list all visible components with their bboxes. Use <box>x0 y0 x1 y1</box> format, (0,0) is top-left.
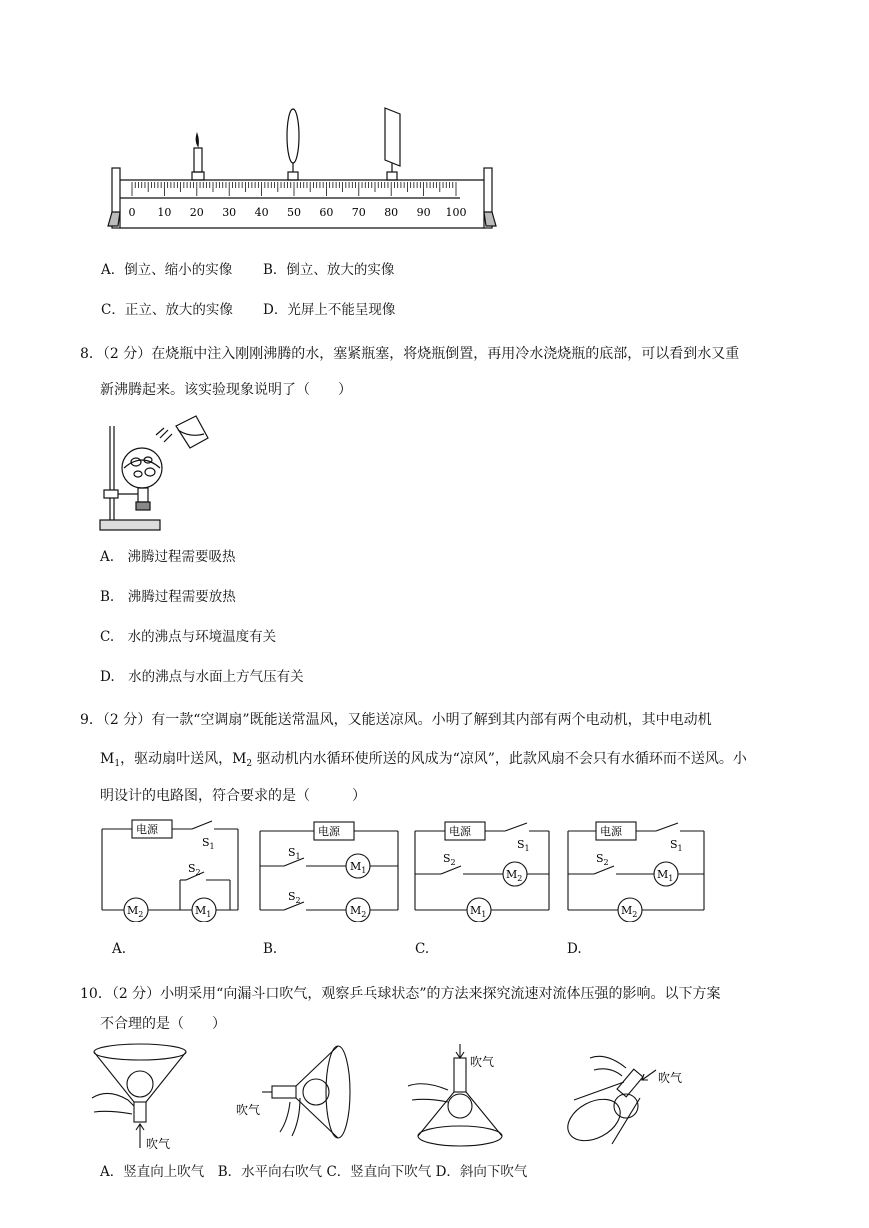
svg-text:S2: $S_2$ <box>288 890 301 905</box>
svg-text:M1: $M_1$ <box>350 860 367 875</box>
convex-lens <box>287 109 299 180</box>
candle <box>192 134 204 180</box>
boiling-flask-figure <box>98 408 218 536</box>
svg-text:M1: $M_1$ <box>195 904 212 919</box>
funnel-figure-a <box>88 1040 198 1155</box>
circuit-a[interactable] <box>100 818 248 922</box>
ruler-labels <box>129 206 467 219</box>
q8-stem-line1: 8．（2 分）在烧瓶中注入刚刚沸腾的水，塞紧瓶塞，将烧瓶倒置，再用冷水浇烧瓶的底部，可以看到水又重 <box>80 346 740 362</box>
svg-text:M1: $M_1$ <box>657 868 674 883</box>
ruler-label: 70 <box>351 206 366 219</box>
ruler-label: 80 <box>384 206 399 219</box>
svg-text:S1: $S_1$ <box>202 836 215 851</box>
svg-text:M2: $M_2$ <box>506 868 523 883</box>
optical-bench-figure <box>100 100 510 240</box>
q9-stem-line2: $M_1$，驱动扇叶送风，$M_2$ 驱动机内水循环使所送的风成为“凉风”，此款风扇不会只有水循环而不送风。小 <box>100 751 747 769</box>
ruler-label: 100 <box>445 206 467 219</box>
svg-text:吹气: 吹气 <box>470 1055 495 1069</box>
q9-option-d[interactable]: D. <box>567 941 582 957</box>
q8-option-d[interactable]: D. 水的沸点与水面上方气压有关 <box>100 669 304 685</box>
circuit-c[interactable] <box>413 818 561 922</box>
circuit-d[interactable] <box>566 818 714 922</box>
q8-option-c[interactable]: C. 水的沸点与环境温度有关 <box>100 629 277 645</box>
ruler-label: 20 <box>189 206 204 219</box>
q7-option-b[interactable]: B．倒立、放大的实像 <box>263 262 395 278</box>
svg-text:S1: $S_1$ <box>288 846 301 861</box>
ruler-label: 40 <box>254 206 269 219</box>
ruler-label: 60 <box>319 206 334 219</box>
q7-option-a[interactable]: A．倒立、缩小的实像 <box>101 262 233 278</box>
ruler-label: 50 <box>287 206 301 219</box>
svg-text:M1: $M_1$ <box>470 904 487 919</box>
q9-stem-line3: 明设计的电路图，符合要求的是（ ） <box>100 788 366 804</box>
q9-option-a[interactable]: A. <box>112 941 127 957</box>
ruler-label: 10 <box>157 206 172 219</box>
svg-text:电源: 电源 <box>600 825 622 838</box>
q9-option-b[interactable]: B. <box>263 941 278 957</box>
svg-text:S1: $S_1$ <box>517 838 530 853</box>
svg-text:S2: $S_2$ <box>596 852 609 867</box>
bench-rail <box>108 168 496 228</box>
funnel-figure-d <box>560 1040 700 1155</box>
blow-label: 吹气 <box>146 1137 171 1151</box>
svg-text:M2: $M_2$ <box>350 904 367 919</box>
ruler-scale <box>132 182 456 196</box>
svg-text:M2: $M_2$ <box>621 904 638 919</box>
ruler-label: 90 <box>416 206 431 219</box>
funnel-figure-b <box>230 1040 360 1155</box>
ruler-label: 0 <box>128 206 136 219</box>
svg-text:吹气: 吹气 <box>236 1103 261 1117</box>
svg-text:吹气: 吹气 <box>658 1071 683 1085</box>
ruler-label: 30 <box>222 206 237 219</box>
q9-stem-line1: 9．（2 分）有一款“空调扇”既能送常温风，又能送凉风。小明了解到其内部有两个电动机，其中电动机 <box>80 712 712 728</box>
q8-option-b[interactable]: B. 沸腾过程需要放热 <box>100 589 236 605</box>
circuit-b[interactable] <box>258 818 406 922</box>
funnel-figure-c <box>404 1040 534 1155</box>
q10-options[interactable]: A．竖直向上吹气 B．水平向右吹气 C．竖直向下吹气 D．斜向下吹气 <box>100 1164 528 1180</box>
svg-text:S2: $S_2$ <box>443 852 456 867</box>
svg-text:电源: 电源 <box>449 825 471 838</box>
power-label: 电源 <box>136 823 158 836</box>
q7-option-d[interactable]: D．光屏上不能呈现像 <box>263 302 396 318</box>
svg-text:S1: $S_1$ <box>670 838 683 853</box>
q10-stem-line2: 不合理的是（ ） <box>100 1016 226 1032</box>
q9-option-c[interactable]: C. <box>415 941 430 957</box>
q8-option-a[interactable]: A. 沸腾过程需要吸热 <box>100 549 236 565</box>
svg-text:电源: 电源 <box>318 825 340 838</box>
q8-stem-line2: 新沸腾起来。该实验现象说明了（ ） <box>100 382 352 398</box>
svg-text:M2: $M_2$ <box>127 904 144 919</box>
q10-stem-line1: 10．（2 分）小明采用“向漏斗口吹气，观察乒乓球状态”的方法来探究流速对流体压强的影响。以下方案 <box>80 986 721 1002</box>
q7-option-c[interactable]: C．正立、放大的实像 <box>101 302 233 318</box>
light-screen <box>385 108 400 180</box>
svg-text:S2: $S_2$ <box>188 862 201 877</box>
